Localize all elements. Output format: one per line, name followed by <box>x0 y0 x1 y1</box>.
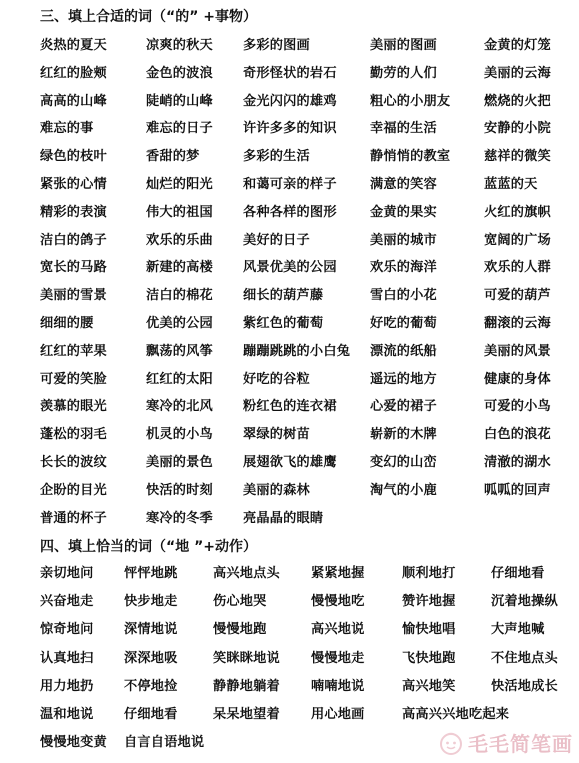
word-phrase: 红红的脸颊 <box>40 65 107 81</box>
word-phrase: 高兴地点头 <box>213 566 280 581</box>
word-phrase: 温和地说 <box>40 706 94 722</box>
word-phrase: 崭新的木牌 <box>370 427 437 443</box>
word-phrase: 呱呱的回声 <box>484 482 551 498</box>
word-phrase: 美丽的风景 <box>484 343 551 359</box>
word-phrase: 静静地躺着 <box>213 678 280 694</box>
word-phrase: 展翅欲飞的雄鹰 <box>243 454 337 470</box>
word-phrase: 羡慕的眼光 <box>40 399 107 415</box>
word-row <box>0 90 579 118</box>
word-phrase: 大声地喊 <box>491 622 545 638</box>
word-phrase: 清澈的湖水 <box>484 454 551 470</box>
word-phrase: 翻滚的云海 <box>484 315 551 331</box>
word-phrase: 宽阔的广场 <box>484 232 551 248</box>
word-phrase: 新建的高楼 <box>146 260 213 276</box>
word-row <box>0 562 579 590</box>
word-row <box>0 284 579 312</box>
word-row <box>0 618 579 646</box>
word-phrase: 金色的波浪 <box>146 65 213 81</box>
word-phrase: 细长的葫芦藤 <box>243 288 324 304</box>
cartoon-face-logo-icon <box>438 730 464 756</box>
word-phrase: 快步地走 <box>124 594 178 610</box>
word-phrase: 不住地点头 <box>491 650 558 666</box>
word-phrase: 深深地吸 <box>124 650 178 666</box>
word-phrase: 风景优美的公园 <box>243 260 337 276</box>
word-phrase: 亲切地问 <box>40 566 94 581</box>
word-phrase: 洁白的鸽子 <box>40 232 107 248</box>
word-row <box>0 368 579 396</box>
word-row <box>0 647 579 675</box>
word-phrase: 慢慢地跑 <box>213 622 267 638</box>
word-phrase: 好吃的葡萄 <box>370 315 437 331</box>
word-phrase: 仔细地看 <box>491 566 545 581</box>
word-row <box>0 256 579 284</box>
word-phrase: 蓬松的羽毛 <box>40 427 107 443</box>
word-phrase: 可爱的小鸟 <box>484 399 551 415</box>
word-phrase: 寒冷的北风 <box>146 399 213 415</box>
word-phrase: 陡峭的山峰 <box>146 93 213 109</box>
word-phrase: 认真地扫 <box>40 650 94 666</box>
word-phrase: 紫红色的葡萄 <box>243 315 324 331</box>
word-phrase: 蹦蹦跳跳的小白兔 <box>243 343 351 359</box>
word-phrase: 凉爽的秋天 <box>146 38 213 53</box>
word-row <box>0 340 579 368</box>
word-phrase: 高兴地笑 <box>402 678 456 694</box>
word-phrase: 火红的旗帜 <box>484 204 551 220</box>
word-phrase: 幸福的生活 <box>370 121 437 137</box>
word-phrase: 机灵的小鸟 <box>146 427 213 443</box>
word-phrase: 亮晶晶的眼睛 <box>243 510 324 526</box>
word-phrase: 惊奇地问 <box>40 622 94 638</box>
word-phrase: 怦怦地跳 <box>124 566 178 581</box>
watermark <box>438 728 573 757</box>
word-phrase: 好吃的谷粒 <box>243 371 310 387</box>
word-phrase: 美丽的图画 <box>370 38 437 53</box>
word-phrase: 心爱的裙子 <box>370 399 437 415</box>
section-3-word-grid <box>0 34 579 534</box>
word-phrase: 漂流的纸船 <box>370 343 437 359</box>
word-phrase: 兴奋地走 <box>40 594 94 610</box>
word-phrase: 多彩的图画 <box>243 38 310 53</box>
word-phrase: 灿烂的阳光 <box>146 176 213 192</box>
word-phrase: 各种各样的图形 <box>243 204 337 220</box>
word-phrase: 笑眯眯地说 <box>213 650 280 666</box>
watermark-text: 毛毛简笔画 <box>468 732 573 756</box>
word-phrase: 慢慢地走 <box>311 650 365 666</box>
word-phrase: 长长的波纹 <box>40 454 107 470</box>
word-phrase: 呆呆地望着 <box>213 706 280 722</box>
word-phrase: 欢乐的乐曲 <box>146 232 213 248</box>
word-phrase: 炎热的夏天 <box>40 38 107 53</box>
word-phrase: 红红的太阳 <box>146 371 213 387</box>
word-phrase: 粉红色的连衣裙 <box>243 399 337 415</box>
word-phrase: 遥远的地方 <box>370 371 437 387</box>
word-phrase: 紧张的心情 <box>40 176 107 192</box>
word-phrase: 香甜的梦 <box>146 149 200 165</box>
word-phrase: 自言自语地说 <box>124 735 205 751</box>
word-row <box>0 145 579 173</box>
word-phrase: 美丽的云海 <box>484 65 551 81</box>
word-phrase: 喃喃地说 <box>311 678 365 694</box>
word-phrase: 许许多多的知识 <box>243 121 337 137</box>
word-phrase: 翠绿的树苗 <box>243 427 310 443</box>
word-row <box>0 62 579 90</box>
word-phrase: 伤心地哭 <box>213 594 267 610</box>
word-phrase: 高高的山峰 <box>40 93 107 109</box>
word-phrase: 宽长的马路 <box>40 260 107 276</box>
word-phrase: 快活地成长 <box>491 678 558 694</box>
word-phrase: 高高兴兴地吃起来 <box>402 706 510 722</box>
word-phrase: 飘荡的风筝 <box>146 343 213 359</box>
word-phrase: 勤劳的人们 <box>370 65 437 81</box>
word-phrase: 美好的日子 <box>243 232 310 248</box>
word-row <box>0 395 579 423</box>
word-phrase: 企盼的目光 <box>40 482 107 498</box>
word-phrase: 淘气的小鹿 <box>370 482 437 498</box>
word-phrase: 慢慢地变黄 <box>40 735 107 751</box>
word-phrase: 普通的杯子 <box>40 510 107 526</box>
word-phrase: 飞快地跑 <box>402 650 456 666</box>
word-phrase: 燃烧的火把 <box>484 93 551 109</box>
word-phrase: 美丽的雪景 <box>40 288 107 304</box>
word-phrase: 快活的时刻 <box>146 482 213 498</box>
word-phrase: 可爱的笑脸 <box>40 371 107 387</box>
word-phrase: 奇形怪状的岩石 <box>243 65 337 81</box>
word-row <box>0 173 579 201</box>
word-phrase: 慈祥的微笑 <box>484 149 551 165</box>
word-phrase: 沉着地操纵 <box>491 594 558 610</box>
word-phrase: 愉快地唱 <box>402 622 456 638</box>
word-phrase: 金光闪闪的雄鸡 <box>243 93 337 109</box>
word-phrase: 金黄的灯笼 <box>484 38 551 53</box>
word-row <box>0 507 579 535</box>
word-phrase: 欢乐的海洋 <box>370 260 437 276</box>
word-row <box>0 590 579 618</box>
word-phrase: 用力地扔 <box>40 678 94 694</box>
word-phrase: 粗心的小朋友 <box>370 93 451 109</box>
section-4-title: 四、填上恰当的词（“地 ”+动作） <box>40 539 258 555</box>
word-row <box>0 675 579 703</box>
word-row <box>0 229 579 257</box>
word-phrase: 不停地捡 <box>124 678 178 694</box>
word-phrase: 优美的公园 <box>146 315 213 331</box>
word-phrase: 金黄的果实 <box>370 204 437 220</box>
word-phrase: 多彩的生活 <box>243 149 310 165</box>
word-phrase: 可爱的葫芦 <box>484 288 551 304</box>
word-phrase: 深情地说 <box>124 622 178 638</box>
word-phrase: 细细的腰 <box>40 315 94 331</box>
word-phrase: 健康的身体 <box>484 371 551 387</box>
word-phrase: 欢乐的人群 <box>484 260 551 276</box>
word-phrase: 安静的小院 <box>484 121 551 137</box>
word-row <box>0 312 579 340</box>
word-phrase: 美丽的城市 <box>370 232 437 248</box>
word-row <box>0 423 579 451</box>
word-phrase: 洁白的棉花 <box>146 288 213 304</box>
word-phrase: 变幻的山峦 <box>370 454 437 470</box>
word-row <box>0 201 579 229</box>
word-phrase: 红红的苹果 <box>40 343 107 359</box>
word-phrase: 难忘的日子 <box>146 121 213 137</box>
word-phrase: 雪白的小花 <box>370 288 437 304</box>
section-3-title: 三、填上合适的词（“的” +事物） <box>40 9 258 25</box>
word-row <box>0 117 579 145</box>
word-phrase: 伟大的祖国 <box>146 204 213 220</box>
word-phrase: 慢慢地吃 <box>311 594 365 610</box>
word-phrase: 赞许地握 <box>402 594 456 610</box>
word-phrase: 绿色的枝叶 <box>40 149 107 165</box>
word-phrase: 紧紧地握 <box>311 566 365 581</box>
word-phrase: 用心地画 <box>311 706 365 722</box>
word-phrase: 蓝蓝的天 <box>484 176 538 192</box>
word-phrase: 寒冷的冬季 <box>146 510 213 526</box>
word-phrase: 美丽的景色 <box>146 454 213 470</box>
word-row <box>0 34 579 62</box>
word-row <box>0 451 579 479</box>
word-phrase: 顺利地打 <box>402 566 456 581</box>
word-phrase: 难忘的事 <box>40 121 94 137</box>
word-phrase: 仔细地看 <box>124 706 178 722</box>
word-phrase: 和蔼可亲的样子 <box>243 176 337 192</box>
word-phrase: 高兴地说 <box>311 622 365 638</box>
word-phrase: 美丽的森林 <box>243 482 310 498</box>
word-phrase: 静悄悄的教室 <box>370 149 451 165</box>
word-phrase: 精彩的表演 <box>40 204 107 220</box>
word-phrase: 满意的笑容 <box>370 176 437 192</box>
word-row <box>0 703 579 731</box>
word-phrase: 白色的浪花 <box>484 427 551 443</box>
word-row <box>0 479 579 507</box>
